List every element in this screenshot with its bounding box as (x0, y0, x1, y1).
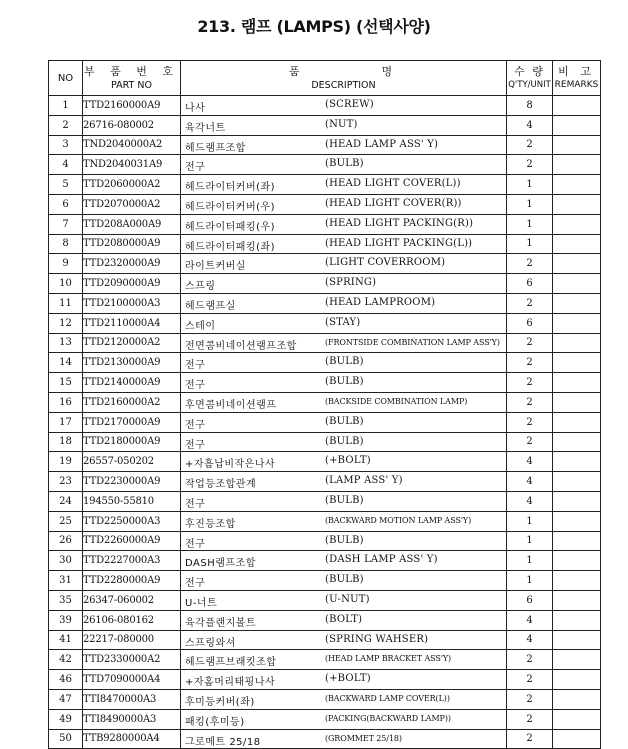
row-no: 6 (49, 194, 83, 214)
row-quantity: 2 (507, 254, 553, 274)
row-part-number: TTD2280000A9 (83, 571, 181, 591)
row-description (181, 412, 507, 432)
row-description-en: (HEAD LIGHT COVER(L)) (325, 178, 461, 190)
row-quantity: 1 (507, 234, 553, 254)
row-no: 4 (49, 155, 83, 175)
row-description-en: (HEAD LIGHT PACKING(R)) (325, 217, 474, 229)
row-no: 24 (49, 491, 83, 511)
row-remarks (553, 452, 601, 472)
row-description-kr: 후면콤비네이션램프 (185, 399, 277, 411)
row-description-kr: 헤드라이터커버(우) (185, 201, 276, 213)
row-description (181, 590, 507, 610)
table-row (49, 115, 601, 135)
table-row (49, 293, 601, 313)
row-no: 26 (49, 531, 83, 551)
row-part-number: 26716-080002 (83, 115, 181, 135)
table-row (49, 333, 601, 353)
row-description (181, 254, 507, 274)
table-row (49, 630, 601, 650)
row-description-kr: 헤드라이터커버(좌) (185, 182, 276, 194)
header-remarks-kr: 비 고 (558, 64, 595, 78)
table-row (49, 274, 601, 294)
row-no: 8 (49, 234, 83, 254)
row-quantity: 2 (507, 293, 553, 313)
row-description-kr: 헤드라이터패킹(우) (185, 221, 276, 233)
row-part-number: TTD7090000A4 (83, 670, 181, 690)
row-description (181, 709, 507, 729)
row-description-kr: 헤드라이터패킹(좌) (185, 241, 276, 253)
row-part-number: TTD2060000A2 (83, 175, 181, 195)
row-description-en: (GROMMET 25/18) (325, 733, 402, 743)
row-quantity: 2 (507, 333, 553, 353)
row-description-kr: DASH램프조합 (185, 558, 256, 570)
row-description-en: (BACKSIDE COMBINATION LAMP) (325, 396, 468, 406)
table-row (49, 194, 601, 214)
row-part-number: TTD2070000A2 (83, 194, 181, 214)
row-no: 9 (49, 254, 83, 274)
row-description-kr: 그로메트 25/18 (185, 736, 261, 748)
row-part-number: TTD2080000A9 (83, 234, 181, 254)
row-remarks (553, 293, 601, 313)
row-quantity: 1 (507, 194, 553, 214)
table-row (49, 491, 601, 511)
row-description-kr: 육각너트 (185, 122, 226, 134)
row-remarks (553, 571, 601, 591)
row-no: 23 (49, 472, 83, 492)
row-description-en: (HEAD LIGHT COVER(R)) (325, 197, 462, 209)
table-row (49, 96, 601, 116)
table-row (49, 531, 601, 551)
row-remarks (553, 333, 601, 353)
table-row (49, 392, 601, 412)
row-description-kr: 전구 (185, 538, 206, 550)
row-quantity: 2 (507, 709, 553, 729)
row-description-kr: 패킹(후미등) (185, 716, 245, 728)
header-remarks-en: REMARKS (554, 79, 599, 90)
row-description-en: (LAMP ASS' Y) (325, 475, 403, 487)
table-row (49, 214, 601, 234)
table-row (49, 353, 601, 373)
table-row (49, 590, 601, 610)
row-description (181, 452, 507, 472)
row-quantity: 1 (507, 214, 553, 234)
row-part-number: 26106-080162 (83, 610, 181, 630)
row-quantity: 2 (507, 155, 553, 175)
row-description-kr: 스테이 (185, 320, 216, 332)
row-description (181, 472, 507, 492)
header-qty-kr: 수 량 (514, 64, 545, 78)
row-description-kr: 전구 (185, 498, 206, 510)
row-description-kr: 나사 (185, 103, 206, 114)
row-no: 16 (49, 392, 83, 412)
row-remarks (553, 115, 601, 135)
row-description-en: (DASH LAMP ASS' Y) (325, 554, 438, 566)
row-description-en: (SPRING WAHSER) (325, 633, 429, 645)
row-remarks (553, 709, 601, 729)
table-row (49, 551, 601, 571)
row-description (181, 571, 507, 591)
row-part-number: TTD2260000A9 (83, 531, 181, 551)
row-no: 1 (49, 96, 83, 116)
table-row (49, 650, 601, 670)
row-remarks (553, 313, 601, 333)
row-description-kr: 후미등커버(좌) (185, 696, 255, 708)
row-quantity: 8 (507, 96, 553, 116)
row-description (181, 551, 507, 571)
row-description-kr: 작업등조합관계 (185, 479, 257, 491)
header-remarks (553, 61, 601, 96)
row-description-kr: 전구 (185, 162, 206, 174)
row-description (181, 115, 507, 135)
row-description (181, 650, 507, 670)
row-part-number: TTD2120000A2 (83, 333, 181, 353)
row-description (181, 333, 507, 353)
parts-table-body (49, 96, 601, 749)
row-no: 17 (49, 412, 83, 432)
table-row (49, 670, 601, 690)
row-description-en: (BULB) (325, 158, 364, 170)
row-description-kr: +자홈머리태핑나사 (185, 677, 276, 689)
row-description-en: (LIGHT COVERROOM) (325, 257, 446, 269)
row-remarks (553, 590, 601, 610)
header-qty (507, 61, 553, 96)
row-no: 35 (49, 590, 83, 610)
row-remarks (553, 194, 601, 214)
table-row (49, 610, 601, 630)
row-description-kr: 스프링 (185, 281, 216, 293)
table-row (49, 432, 601, 452)
row-remarks (553, 254, 601, 274)
row-no: 30 (49, 551, 83, 571)
row-part-number: TTB9280000A4 (83, 729, 181, 749)
row-part-number: TND2040000A2 (83, 135, 181, 155)
row-no: 2 (49, 115, 83, 135)
header-part-no-en: PART NO (111, 79, 152, 91)
row-description-kr: 헤드램프조합 (185, 142, 246, 154)
row-remarks (553, 689, 601, 709)
row-no: 49 (49, 709, 83, 729)
row-description-kr: 헤드램프브래킷조합 (185, 657, 277, 669)
row-remarks (553, 650, 601, 670)
row-part-number: TTD2160000A9 (83, 96, 181, 116)
row-description-en: (HEAD LAMP BRACKET ASS'Y) (325, 654, 452, 664)
table-row (49, 175, 601, 195)
table-row (49, 511, 601, 531)
row-part-number: TTI8490000A3 (83, 709, 181, 729)
row-no: 39 (49, 610, 83, 630)
row-description-kr: 육각플랜지볼트 (185, 617, 257, 629)
row-no: 31 (49, 571, 83, 591)
row-description (181, 96, 507, 116)
row-description (181, 630, 507, 650)
row-remarks (553, 214, 601, 234)
row-description (181, 234, 507, 254)
row-description-kr: 전구 (185, 419, 206, 431)
row-part-number: TTD2330000A2 (83, 650, 181, 670)
row-description-kr: 스프링와셔 (185, 637, 236, 649)
row-description (181, 353, 507, 373)
row-quantity: 6 (507, 274, 553, 294)
row-no: 7 (49, 214, 83, 234)
row-description-en: (BULB) (325, 356, 364, 368)
row-quantity: 4 (507, 610, 553, 630)
row-no: 15 (49, 373, 83, 393)
row-remarks (553, 392, 601, 412)
row-description-en: (BULB) (325, 435, 364, 447)
row-description (181, 293, 507, 313)
row-description (181, 214, 507, 234)
row-description-en: (SCREW) (325, 99, 374, 110)
row-description (181, 531, 507, 551)
table-row (49, 412, 601, 432)
row-part-number: TTD2130000A9 (83, 353, 181, 373)
header-description-kr: 품 명 (288, 64, 399, 78)
row-part-number: TTD2140000A9 (83, 373, 181, 393)
row-description (181, 313, 507, 333)
row-description-kr: 전구 (185, 360, 206, 372)
table-row (49, 571, 601, 591)
row-part-number: TTD2230000A9 (83, 472, 181, 492)
row-part-number: TTD2090000A9 (83, 274, 181, 294)
row-remarks (553, 511, 601, 531)
row-description (181, 610, 507, 630)
row-remarks (553, 630, 601, 650)
row-description (181, 491, 507, 511)
row-quantity: 4 (507, 452, 553, 472)
row-no: 42 (49, 650, 83, 670)
row-description-en: (BOLT) (325, 613, 363, 625)
row-remarks (553, 551, 601, 571)
table-row (49, 234, 601, 254)
row-remarks (553, 234, 601, 254)
row-part-number: 22217-080000 (83, 630, 181, 650)
row-description (181, 729, 507, 749)
row-description (181, 432, 507, 452)
row-quantity: 1 (507, 511, 553, 531)
row-description (181, 175, 507, 195)
row-quantity: 2 (507, 729, 553, 749)
row-no: 25 (49, 511, 83, 531)
row-remarks (553, 353, 601, 373)
row-no: 10 (49, 274, 83, 294)
row-part-number: TTD208A000A9 (83, 214, 181, 234)
row-description (181, 511, 507, 531)
row-quantity: 2 (507, 353, 553, 373)
row-description-kr: 후진등조합 (185, 518, 236, 530)
row-quantity: 4 (507, 630, 553, 650)
row-description (181, 155, 507, 175)
row-description (181, 274, 507, 294)
row-no: 12 (49, 313, 83, 333)
table-row (49, 689, 601, 709)
row-quantity: 6 (507, 313, 553, 333)
table-row (49, 452, 601, 472)
row-part-number: 26347-060002 (83, 590, 181, 610)
row-description-en: (BULB) (325, 494, 364, 506)
row-description (181, 392, 507, 412)
row-no: 47 (49, 689, 83, 709)
row-part-number: TND2040031A9 (83, 155, 181, 175)
row-description-en: (+BOLT) (325, 455, 371, 467)
row-description (181, 670, 507, 690)
row-remarks (553, 491, 601, 511)
row-no: 5 (49, 175, 83, 195)
header-description (181, 61, 507, 96)
row-quantity: 2 (507, 392, 553, 412)
row-remarks (553, 412, 601, 432)
table-row (49, 254, 601, 274)
row-remarks (553, 432, 601, 452)
table-row (49, 155, 601, 175)
header-no: NO (49, 61, 83, 96)
row-description-kr: 전구 (185, 380, 206, 392)
row-no: 41 (49, 630, 83, 650)
row-quantity: 4 (507, 472, 553, 492)
row-remarks (553, 373, 601, 393)
row-description-kr: U-너트 (185, 597, 218, 609)
row-description-kr: 전면콤비네이션램프조합 (185, 340, 297, 352)
table-row (49, 373, 601, 393)
row-quantity: 6 (507, 590, 553, 610)
row-no: 18 (49, 432, 83, 452)
row-part-number: 194550-55810 (83, 491, 181, 511)
row-remarks (553, 670, 601, 690)
parts-table (48, 60, 601, 749)
row-description-en: (U-NUT) (325, 593, 370, 605)
header-part-no-kr: 부 품 번 호 (84, 64, 179, 78)
row-part-number: TTI8470000A3 (83, 689, 181, 709)
row-description-en: (BULB) (325, 415, 364, 427)
row-description-en: (BULB) (325, 574, 364, 586)
row-description-en: (NUT) (325, 118, 358, 130)
row-description-kr: 전구 (185, 439, 206, 451)
row-no: 3 (49, 135, 83, 155)
row-quantity: 4 (507, 491, 553, 511)
row-description-kr: 전구 (185, 578, 206, 590)
row-remarks (553, 135, 601, 155)
row-quantity: 1 (507, 175, 553, 195)
row-description-en: (PACKING(BACKWARD LAMP)) (325, 713, 451, 723)
row-remarks (553, 531, 601, 551)
row-remarks (553, 610, 601, 630)
row-description (181, 373, 507, 393)
row-no: 13 (49, 333, 83, 353)
row-quantity: 2 (507, 412, 553, 432)
row-description-en: (BULB) (325, 376, 364, 388)
row-quantity: 2 (507, 650, 553, 670)
row-description-kr: 헤드램프실 (185, 300, 236, 312)
row-description-en: (BACKWARD LAMP COVER(L)) (325, 693, 450, 703)
row-quantity: 1 (507, 571, 553, 591)
row-part-number: TTD2250000A3 (83, 511, 181, 531)
row-description-en: (SPRING) (325, 277, 377, 289)
row-no: 50 (49, 729, 83, 749)
row-part-number: TTD2227000A3 (83, 551, 181, 571)
row-remarks (553, 729, 601, 749)
row-quantity: 1 (507, 551, 553, 571)
row-description (181, 194, 507, 214)
row-remarks (553, 472, 601, 492)
table-row (49, 709, 601, 729)
row-part-number: TTD2320000A9 (83, 254, 181, 274)
row-quantity: 1 (507, 531, 553, 551)
header-part-no (83, 61, 181, 96)
table-row (49, 313, 601, 333)
row-part-number: TTD2100000A3 (83, 293, 181, 313)
row-part-number: TTD2110000A4 (83, 313, 181, 333)
row-remarks (553, 155, 601, 175)
table-row (49, 472, 601, 492)
row-description-en: (FRONTSIDE COMBINATION LAMP ASS'Y) (325, 337, 500, 347)
page-title: 213. 램프 (LAMPS) (선택사양) (197, 17, 431, 36)
row-description-en: (+BOLT) (325, 673, 371, 685)
row-description-en: (BACKWARD MOTION LAMP ASS'Y) (325, 515, 472, 525)
row-quantity: 4 (507, 115, 553, 135)
row-description (181, 689, 507, 709)
row-no: 11 (49, 293, 83, 313)
row-part-number: TTD2170000A9 (83, 412, 181, 432)
row-remarks (553, 175, 601, 195)
row-remarks (553, 274, 601, 294)
row-description-kr: +자흠납비작은나사 (185, 459, 276, 471)
header-qty-en: Q'TY/UNIT (508, 79, 551, 90)
row-description-kr: 라이트커버실 (185, 261, 246, 273)
row-no: 14 (49, 353, 83, 373)
row-description-en: (HEAD LAMP ASS' Y) (325, 138, 439, 150)
row-quantity: 2 (507, 670, 553, 690)
row-part-number: 26557-050202 (83, 452, 181, 472)
row-part-number: TTD2160000A2 (83, 392, 181, 412)
table-row (49, 135, 601, 155)
table-header-row (49, 61, 601, 96)
row-part-number: TTD2180000A9 (83, 432, 181, 452)
row-quantity: 2 (507, 373, 553, 393)
row-no: 46 (49, 670, 83, 690)
row-description-en: (STAY) (325, 316, 361, 328)
row-description-en: (HEAD LAMPROOM) (325, 296, 436, 308)
row-description-en: (HEAD LIGHT PACKING(L)) (325, 237, 473, 249)
row-no: 19 (49, 452, 83, 472)
row-quantity: 2 (507, 135, 553, 155)
row-remarks (553, 96, 601, 116)
header-description-en: DESCRIPTION (311, 79, 376, 91)
row-quantity: 2 (507, 689, 553, 709)
row-quantity: 2 (507, 432, 553, 452)
row-description (181, 135, 507, 155)
row-description-en: (BULB) (325, 534, 364, 546)
table-row (49, 729, 601, 749)
